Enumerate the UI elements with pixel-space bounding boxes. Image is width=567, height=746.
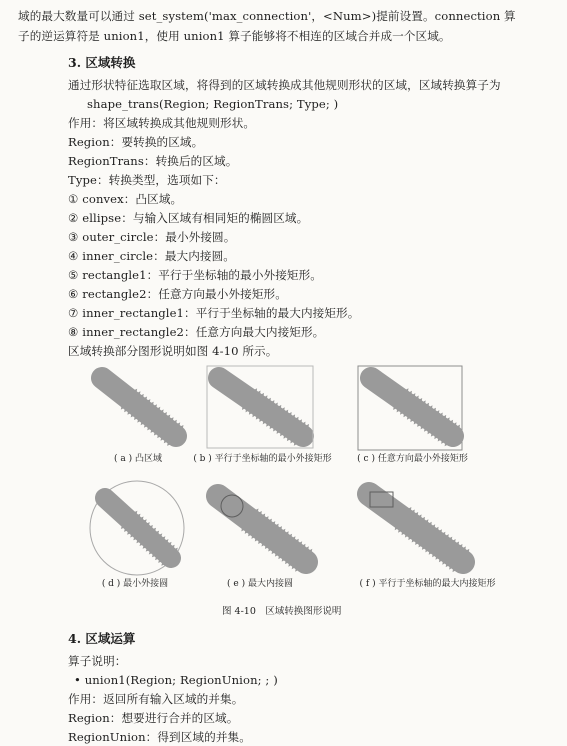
section-heading-region-operation: 4. 区域运算 [68, 631, 136, 646]
section-heading-region-transform: 3. 区域转换 [68, 55, 136, 70]
figure-svg [85, 478, 189, 578]
figure-panel-outer-circle [85, 478, 189, 578]
option-item: ⑧ inner_rectangle2：任意方向最大内接矩形。 [68, 325, 325, 339]
caption-b: ( b ) 平行于坐标轴的最小外接矩形 [193, 454, 332, 464]
option-item: ③ outer_circle：最小外接圆。 [68, 230, 236, 244]
paragraph-line: Region：想要进行合并的区域。 [68, 711, 239, 725]
figure-svg [88, 364, 188, 452]
paragraph-line: Region：要转换的区域。 [68, 135, 204, 149]
paragraph-line: 通过形状特征选取区域，将得到的区域转换成其他规则形状的区域，区域转换算子为 [68, 78, 501, 92]
option-item: ④ inner_circle：最大内接圆。 [68, 249, 235, 263]
figure-panel-inner-rectangle1 [355, 478, 475, 574]
paragraph-line: 区域转换部分图形说明如图 4-10 所示。 [68, 344, 278, 358]
caption-a: ( a ) 凸区域 [114, 454, 162, 464]
figure-svg [200, 478, 320, 574]
caption-c: ( c ) 任意方向最小外接矩形 [357, 454, 468, 464]
paragraph-line: RegionTrans：转换后的区域。 [68, 154, 238, 168]
region-shape [369, 494, 463, 562]
paragraph-line: 算子说明： [68, 654, 127, 668]
figure-svg [355, 478, 475, 574]
option-item: ⑦ inner_rectangle1：平行于坐标轴的最大内接矩形。 [68, 306, 360, 320]
figure-panel-convex [88, 364, 188, 452]
operator-signature: • union1(Region; RegionUnion; ; ) [74, 673, 278, 687]
caption-e: ( e ) 最大内接圆 [227, 579, 293, 589]
paragraph-line: 域的最大数量可以通过 set_system('max_connection'，<Num>)提前设置。connection 算 [18, 9, 516, 23]
paragraph-line: 作用：返回所有输入区域的并集。 [68, 692, 244, 706]
caption-d: ( d ) 最小外接圆 [101, 579, 169, 589]
region-shape [218, 496, 306, 562]
paragraph-line: RegionUnion：得到区域的并集。 [68, 730, 251, 744]
figure-title: 图 4-10 区域转换图形说明 [222, 606, 342, 617]
option-item: ⑥ rectangle2：任意方向最小外接矩形。 [68, 287, 287, 301]
option-item: ① convex：凸区域。 [68, 192, 183, 206]
figure-svg [205, 364, 315, 452]
region-shape [219, 378, 303, 436]
paragraph-line: 子的逆运算符是 union1，使用 union1 算子能够将不相连的区域合并成一个区域。 [18, 29, 451, 43]
operator-signature: shape_trans(Region; RegionTrans; Type; ) [87, 97, 339, 111]
paragraph-line: Type：转换类型，选项如下： [68, 173, 226, 187]
region-shape [102, 378, 176, 436]
option-item: ② ellipse：与输入区域有相同矩的椭圆区域。 [68, 211, 309, 225]
region-shape [105, 498, 171, 558]
region-shape [371, 378, 453, 436]
caption-f: ( f ) 平行于坐标轴的最大内接矩形 [359, 579, 496, 589]
figure-svg [355, 364, 465, 452]
figure-panel-rectangle1 [205, 364, 315, 452]
option-item: ⑤ rectangle1：平行于坐标轴的最小外接矩形。 [68, 268, 322, 282]
paragraph-line: 作用：将区域转换成其他规则形状。 [68, 116, 256, 130]
figure-panel-inner-circle [200, 478, 320, 574]
figure-panel-rectangle2 [355, 364, 465, 452]
